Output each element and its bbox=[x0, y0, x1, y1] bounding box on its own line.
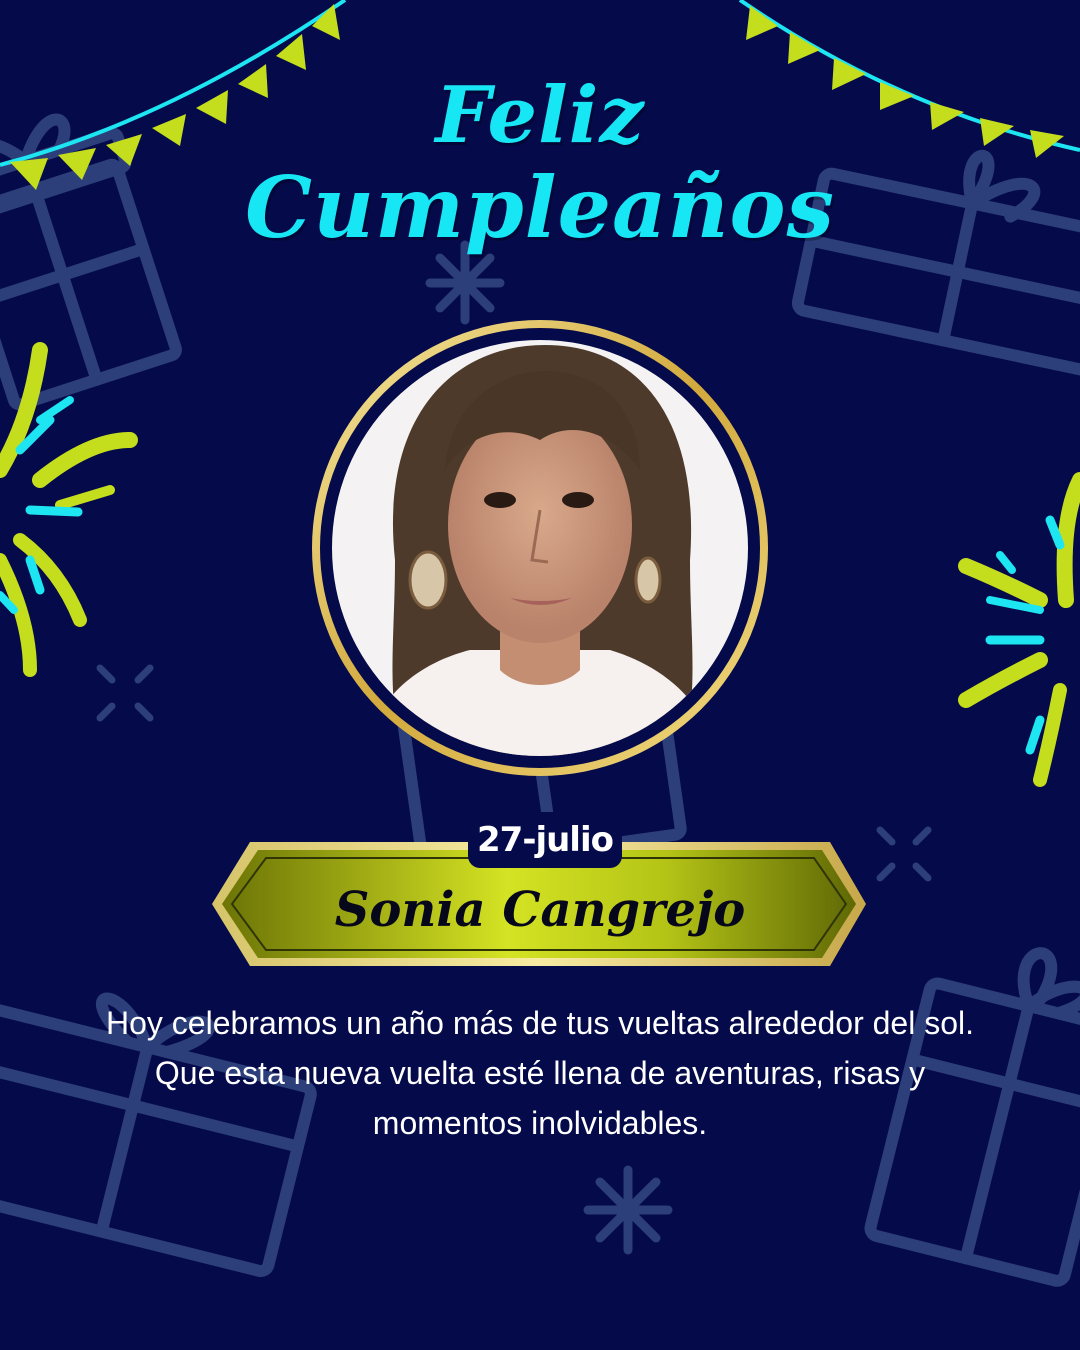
celebrant-name: Sonia Cangrejo bbox=[334, 882, 746, 938]
date-badge: 27-julio bbox=[468, 812, 622, 868]
title-line-1: Feliz bbox=[435, 70, 645, 161]
title-line-2: Cumpleaños bbox=[245, 158, 835, 257]
birthday-message: Hoy celebramos un año más de tus vueltas alrededor del sol. Que esta nueva vuelta esté llena de aventuras, risas y momentos inolvidables. bbox=[105, 1005, 975, 1141]
